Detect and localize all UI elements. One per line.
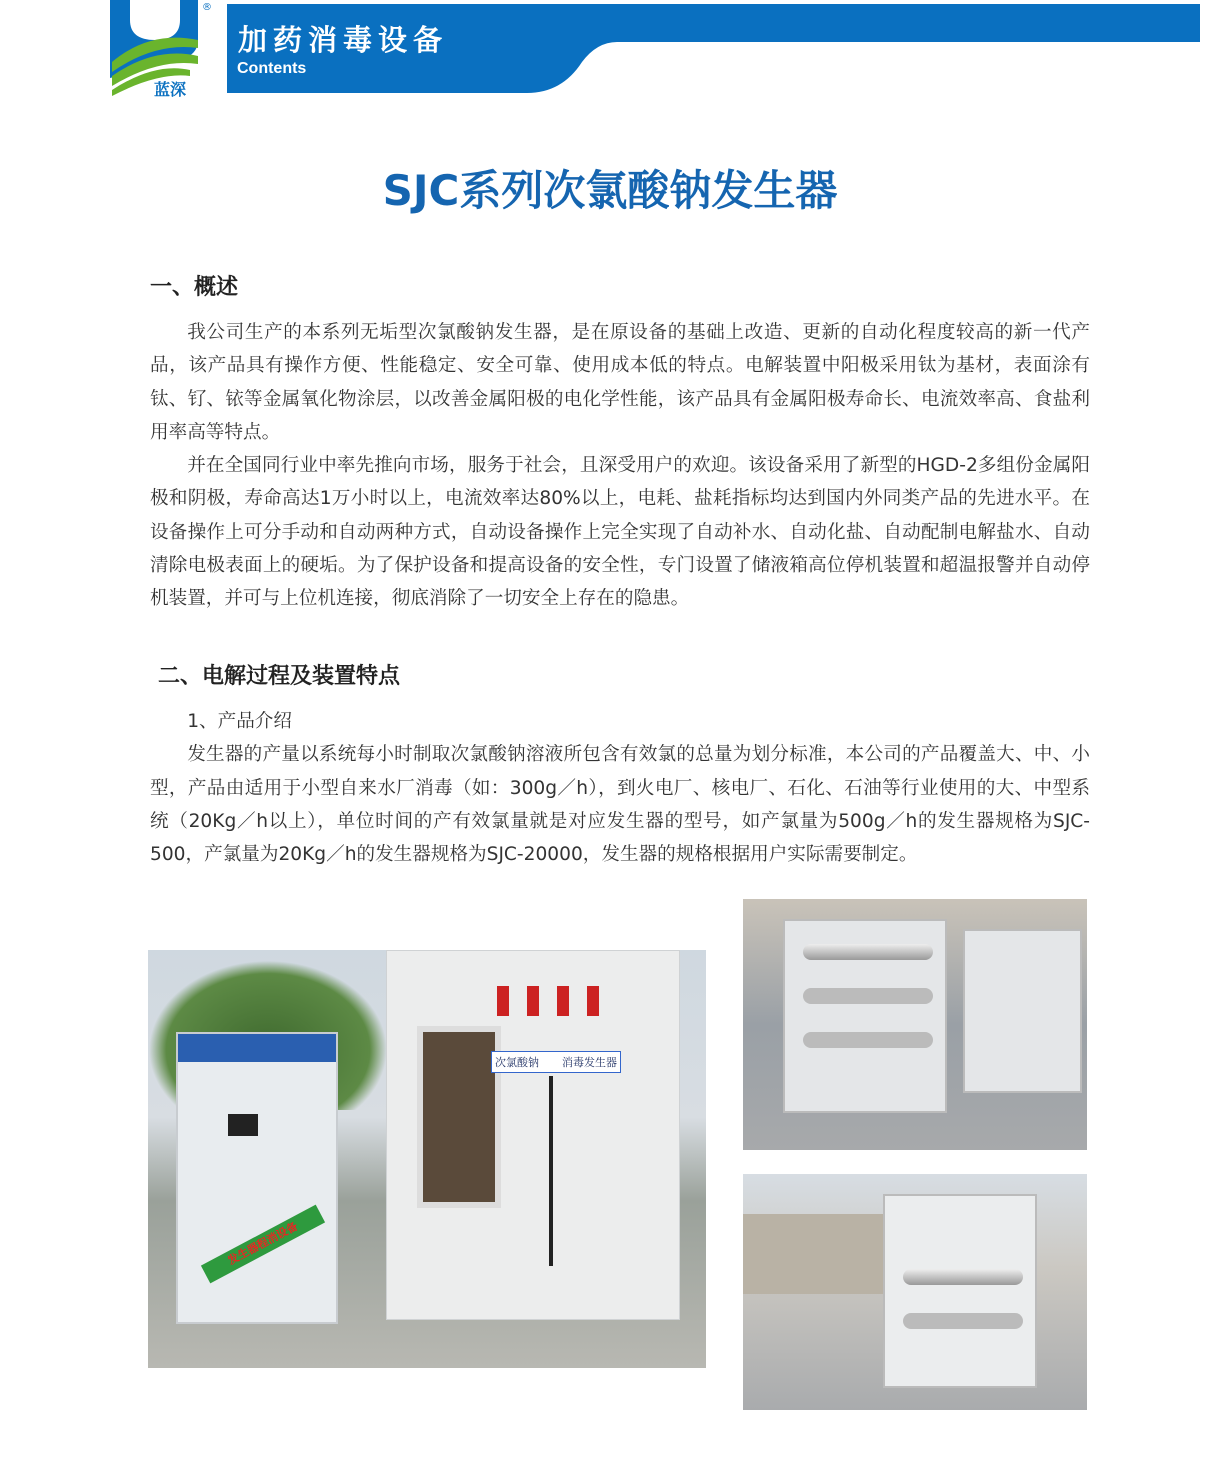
- banner-subtitle: Contents: [237, 60, 307, 77]
- section-heading-process: 二、电解过程及装置特点: [158, 664, 401, 689]
- section-heading-overview: 一、概述: [150, 275, 239, 300]
- paragraph: 我公司生产的本系列无垢型次氯酸钠发生器，是在原设备的基础上改造、更新的自动化程度较高的新一代产品，该产品具有操作方便、性能稳定、安全可靠、使用成本低的特点。电解装置中阳极采用钛为基材，表面涂有钛、钌、铱等金属氧化物涂层，以改善金属阳极的电化学性能，该产品具有金属阳极寿命长、电流效率高、食盐利用率高等特点。: [150, 322, 1090, 443]
- label-right: 消毒发生器: [562, 1056, 617, 1069]
- product-photo-electrolyzer-2: [743, 1174, 1087, 1410]
- control-cabinet: [176, 1032, 338, 1324]
- subheading: 1、产品介绍: [187, 711, 292, 732]
- product-photo-electrolyzer-1: [743, 899, 1087, 1150]
- paragraph: 并在全国同行业中率先推向市场，服务于社会，且深受用户的欢迎。该设备采用了新型的HGD-2多组份金属阳极和阴极，寿命高达1万小时以上，电流效率达80%以上，电耗、盐耗指标均达到国内外同类产品的先进水平。在设备操作上可分手动和自动两种方式，自动设备操作上完全实现了自动补水、自动化盐、自动配制电解盐水、自动清除电极表面上的硬垢。为了保护设备和提高设备的安全性，专门设置了储液箱高位停机装置和超温报警并自动停机装置，并可与上位机连接，彻底消除了一切安全上存在的隐患。: [150, 455, 1090, 610]
- label-left: 次氯酸钠: [495, 1056, 539, 1069]
- company-logo: [110, 0, 210, 100]
- banner-title: 加药消毒设备: [238, 23, 449, 57]
- paragraph: 发生器的产量以系统每小时制取次氯酸钠溶液所包含有效氯的总量为划分标准，本公司的产品覆盖大、中、小型，产品由适用于小型自来水厂消毒（如：300g／h），到火电厂、核电厂、石化、石油等行业使用的大、中型系统（20Kg／h以上），单位时间的产有效氯量就是对应发生器的型号，如产氯量为500g／h的发生器规格为SJC-500，产氯量为20Kg／h的发生器规格为SJC-20000，发生器的规格根据用户实际需要制定。: [150, 744, 1090, 866]
- page-title: SJC系列次氯酸钠发生器: [382, 166, 838, 215]
- logo-text: 蓝深: [154, 80, 187, 99]
- cabinet-banner: 发生器程消设备: [201, 1205, 325, 1284]
- generator-cabinet: [386, 950, 680, 1320]
- overview-text: [150, 316, 1090, 616]
- product-photo-main: [148, 950, 706, 1368]
- process-text: [150, 705, 1090, 871]
- registered-mark: ®: [202, 2, 212, 13]
